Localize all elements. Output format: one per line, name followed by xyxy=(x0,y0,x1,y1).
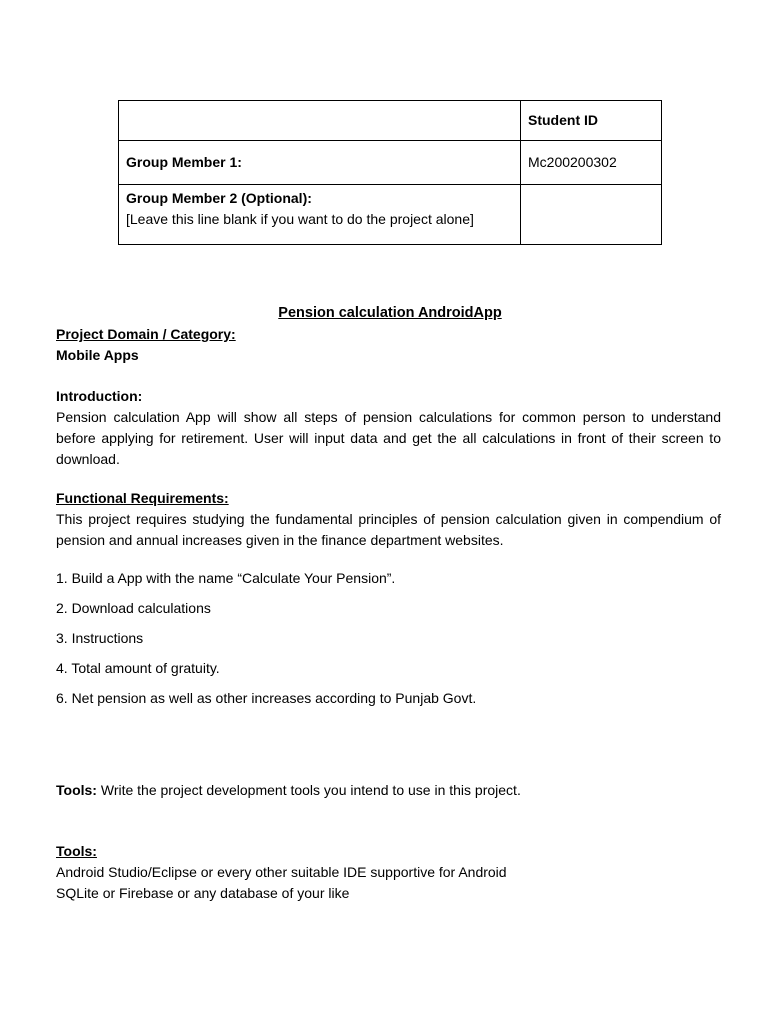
functional-text: This project requires studying the fundamental principles of pension calculation given in compendium of pension and annual increases given in the finance department websites. xyxy=(56,511,721,548)
table-row xyxy=(119,141,662,185)
tools-prompt-text: Write the project development tools you intend to use in this project. xyxy=(100,782,521,798)
group-info-table xyxy=(118,100,662,245)
table-header-row xyxy=(119,101,662,141)
tools-prompt xyxy=(56,780,721,801)
group-member-2-note: [Leave this line blank if you want to do the project alone] xyxy=(126,211,474,227)
tools-prompt-label: Tools: xyxy=(56,782,97,798)
group-member-1-label: Group Member 1: xyxy=(119,141,521,185)
tools-section xyxy=(56,841,721,904)
introduction-heading: Introduction: xyxy=(56,388,143,404)
introduction-text: Pension calculation App will show all steps of pension calculations for common person to understand before applying for retirement. User will input data and get the all calculations in front of their screen to download. xyxy=(56,409,721,467)
requirement-item: 2. Download calculations xyxy=(56,600,211,616)
introduction-section xyxy=(56,386,721,470)
functional-heading: Functional Requirements: xyxy=(56,490,229,506)
functional-section xyxy=(56,488,721,551)
tools-heading: Tools: xyxy=(56,843,97,859)
domain-value: Mobile Apps xyxy=(56,347,139,363)
requirement-item: 4. Total amount of gratuity. xyxy=(56,660,220,676)
group-member-2-id xyxy=(521,185,662,245)
group-member-1-id: Mc200200302 xyxy=(521,141,662,185)
group-member-2-label: Group Member 2 (Optional): xyxy=(126,190,312,206)
requirement-item: 1. Build a App with the name “Calculate Your Pension”. xyxy=(56,570,396,586)
project-title: Pension calculation AndroidApp xyxy=(278,305,502,321)
student-id-header: Student ID xyxy=(521,101,662,141)
domain-heading: Project Domain / Category: xyxy=(56,326,236,342)
domain-section xyxy=(56,324,721,366)
group-member-2-cell xyxy=(119,185,521,245)
requirement-item: 3. Instructions xyxy=(56,630,144,646)
header-cell-empty xyxy=(119,101,521,141)
tools-line: Android Studio/Eclipse or every other suitable IDE supportive for Android xyxy=(56,864,507,880)
tools-line: SQLite or Firebase or any database of your like xyxy=(56,885,350,901)
requirement-item: 6. Net pension as well as other increases according to Punjab Govt. xyxy=(56,690,477,706)
table-row xyxy=(119,185,662,245)
